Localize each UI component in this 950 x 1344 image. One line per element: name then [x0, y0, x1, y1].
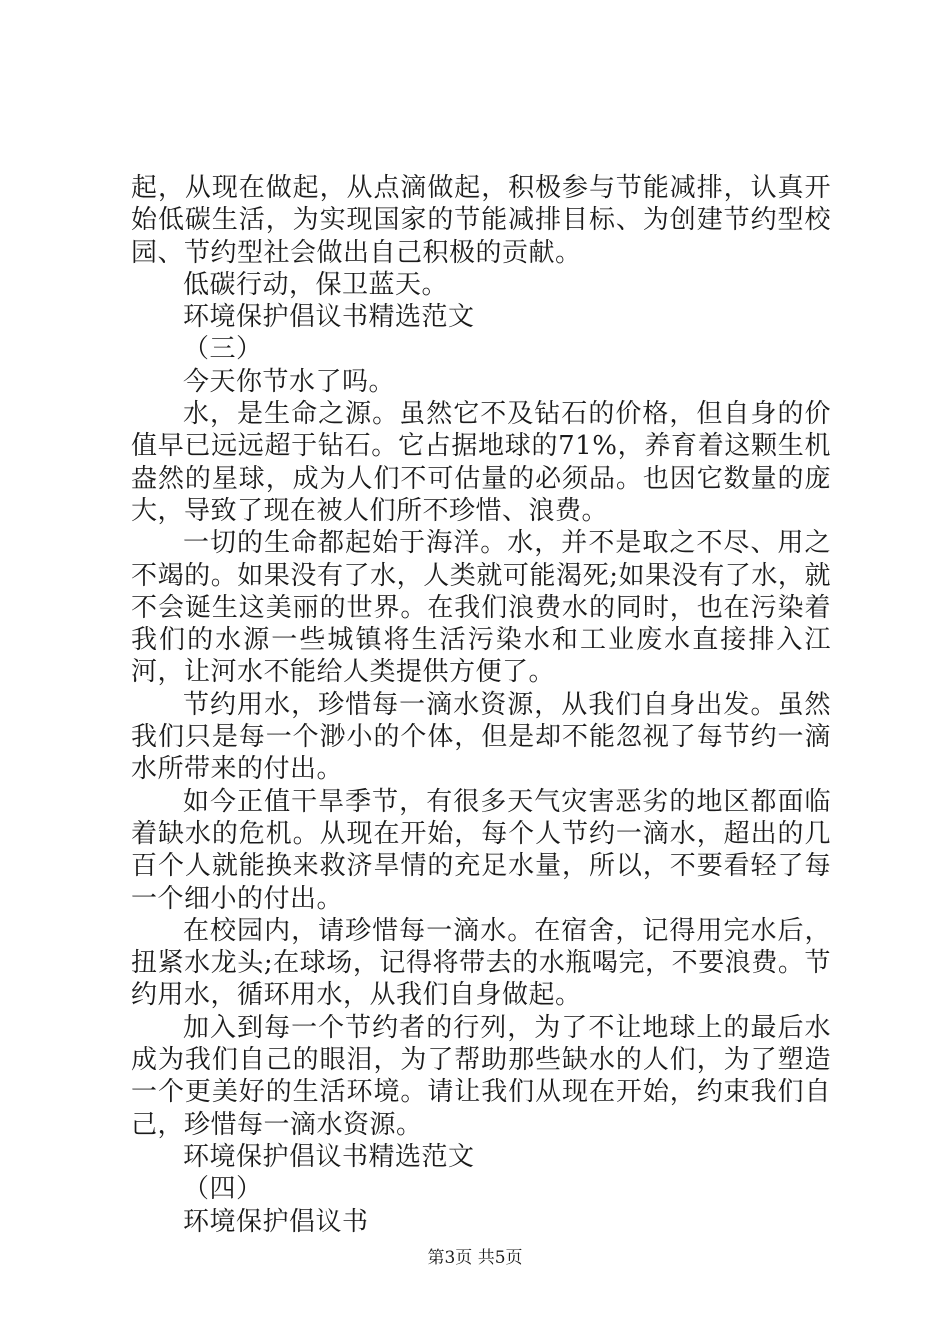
paragraph: 一切的生命都起始于海洋。水，并不是取之不尽、用之不竭的。如果没有了水，人类就可能渴死;如果没有了水，就不会诞生这美丽的世界。在我们浪费水的同时，也在污染着我们的水源一些城镇将生活污染水和工业废水直接排入江河，让河水不能给人类提供方便了。	[131, 528, 831, 688]
paragraph: 节约用水，珍惜每一滴水资源，从我们自身出发。虽然我们只是每一个渺小的个体，但是却不能忽视了每节约一滴水所带来的付出。	[131, 689, 831, 785]
section-heading: 环境保护倡议书精选范文	[183, 1141, 475, 1172]
section-number: （四）	[183, 1174, 263, 1205]
section-heading: 环境保护倡议书精选范文	[183, 302, 475, 333]
page-number-label: 第3页 共5页	[427, 1248, 523, 1268]
page-footer	[0, 1243, 950, 1268]
section-title: 环境保护倡议书	[183, 1206, 369, 1237]
paragraph: 起，从现在做起，从点滴做起，积极参与节能减排，认真开始低碳生活，为实现国家的节能减排目标、为创建节约型校园、节约型社会做出自己积极的贡献。	[131, 173, 831, 268]
document-body	[131, 172, 831, 1238]
paragraph: 加入到每一个节约者的行列，为了不让地球上的最后水成为我们自己的眼泪，为了帮助那些缺水的人们，为了塑造一个更美好的生活环境。请让我们从现在开始，约束我们自己，珍惜每一滴水资源。	[131, 1012, 831, 1140]
paragraph: 低碳行动，保卫蓝天。	[183, 269, 449, 300]
paragraph: 水，是生命之源。虽然它不及钻石的价格，但自身的价值早已远远超于钻石。它占据地球的71%，养育着这颗生机盎然的星球，成为人们不可估量的必须品。也因它数量的庞大，导致了现在被人们所不珍惜、浪费。	[131, 399, 831, 526]
section-number: （三）	[183, 334, 263, 365]
paragraph: 在校园内，请珍惜每一滴水。在宿舍，记得用完水后，扭紧水龙头;在球场，记得将带去的水瓶喝完，不要浪费。节约用水，循环用水，从我们自身做起。	[131, 915, 831, 1011]
section-title: 今天你节水了吗。	[183, 366, 396, 397]
paragraph: 如今正值干旱季节，有很多天气灾害恶劣的地区都面临着缺水的危机。从现在开始，每个人节约一滴水，超出的几百个人就能换来救济旱情的充足水量，所以，不要看轻了每一个细小的付出。	[131, 786, 831, 914]
